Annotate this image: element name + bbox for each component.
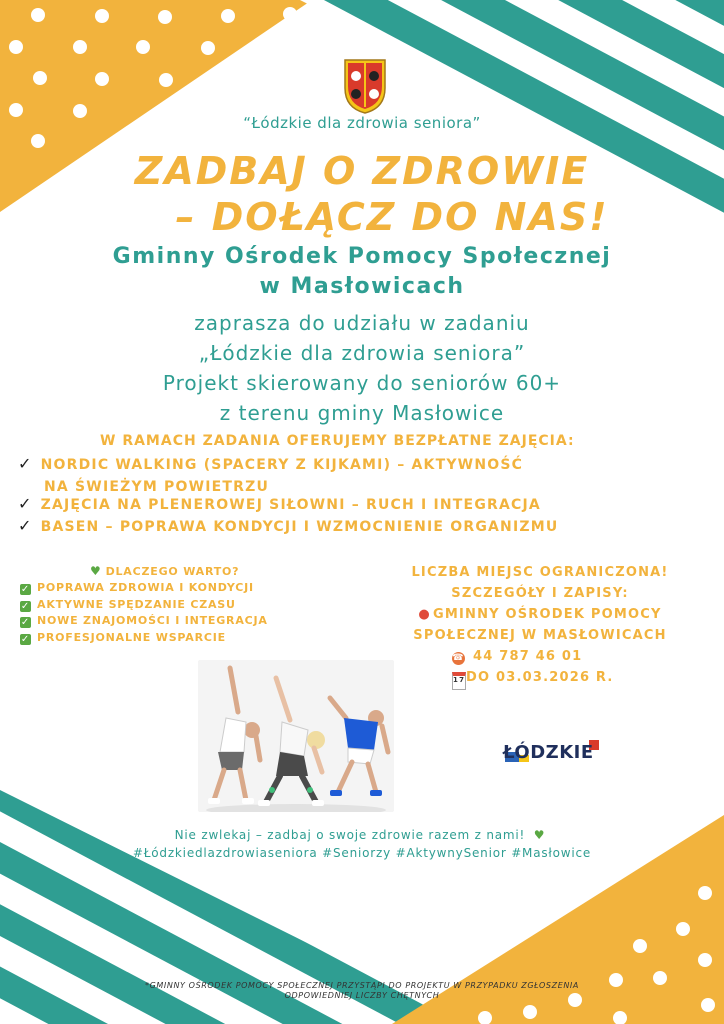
checkmark-icon: ✓ — [18, 494, 33, 513]
heart-icon: ♥ — [90, 564, 102, 578]
footer-hashtags: #Łódzkiedlazdrowiaseniora #Seniorzy #AktywnySenior #Masłowice — [132, 846, 592, 860]
headline-line-1: ZADBAJ O ZDROWIE — [134, 149, 590, 193]
check-box-icon: ✓ — [20, 584, 31, 595]
seniors-exercising-photo — [198, 660, 394, 812]
limited-places: LICZBA MIEJSC OGRANICZONA! — [411, 565, 669, 580]
offer-item — [18, 453, 523, 498]
lodzkie-logo — [503, 738, 603, 764]
logo-text: ŁÓDZKIE — [503, 742, 594, 763]
invite-line-4: z terenu gminy Masłowice — [219, 401, 505, 425]
footnote-line-1: *GMINNY OŚRODEK POMOCY SPOŁECZNEJ PRZYSTĄPI DO PROJEKTU W PRZYPADKU ZGŁOSZENIA — [145, 981, 579, 990]
contact-block — [380, 562, 700, 690]
senior-man-figure — [208, 668, 260, 804]
why-item — [20, 597, 268, 614]
invite-line-1: zaprasza do udziału w zadaniu — [194, 311, 530, 335]
invitation — [0, 308, 724, 428]
why-item-text: AKTYWNE SPĘDZANIE CZASU — [37, 597, 236, 611]
phone-number: 44 787 46 01 — [473, 649, 583, 664]
invite-line-3: Projekt skierowany do seniorów 60+ — [162, 371, 562, 395]
senior-woman-figure — [258, 678, 325, 806]
offer-item-text-continued: NA ŚWIEŻYM POWIETRZU — [44, 479, 270, 495]
why-title — [90, 563, 239, 581]
deadline-text: DO 03.03.2026 R. — [466, 670, 614, 685]
why-item — [20, 580, 268, 597]
headline-line-2: – DOŁĄCZ DO NAS! — [175, 195, 609, 239]
organizer — [0, 242, 724, 302]
details-label: SZCZEGÓŁY I ZAPISY: — [451, 586, 629, 601]
invite-line-2: „Łódzkie dla zdrowia seniora” — [198, 341, 526, 365]
coat-of-arms-icon — [343, 58, 387, 114]
organizer-line-2: w Masłowicach — [259, 274, 465, 299]
motto: “Łódzkie dla zdrowia seniora” — [243, 114, 481, 132]
footnote — [60, 981, 664, 1001]
calendar-icon: 17 — [452, 672, 466, 690]
why-item — [20, 613, 268, 630]
checkmark-icon: ✓ — [18, 454, 33, 473]
footer-line-1: Nie zwlekaj – zadbaj o swoje zdrowie razem z nami! — [174, 828, 526, 842]
place-text: GMINNY OŚRODEK POMOCY — [432, 607, 662, 622]
checkmark-icon: ✓ — [18, 516, 33, 535]
phone-icon: ☎ — [452, 653, 465, 663]
check-box-icon: ✓ — [20, 617, 31, 628]
deadline-line — [380, 667, 700, 690]
why-title-text: DLACZEGO WARTO? — [105, 565, 240, 578]
offer-item — [18, 493, 541, 516]
why-item-text: PROFESJONALNE WSPARCIE — [37, 630, 226, 644]
offer-item — [18, 515, 558, 538]
offer-item-text: BASEN – POPRAWA KONDYCJI I WZMOCNIENIE ORGANIZMU — [40, 519, 559, 535]
organizer-line-1: Gminny Ośrodek Pomocy Społecznej — [112, 244, 612, 269]
place-line-2: SPOŁECZNEJ W MASŁOWICACH — [413, 628, 667, 643]
why-list — [20, 580, 268, 646]
why-item-text: NOWE ZNAJOMOŚCI I INTEGRACJA — [37, 614, 268, 627]
place-line-1 — [380, 604, 700, 625]
check-box-icon: ✓ — [20, 600, 31, 612]
check-box-icon: ✓ — [20, 633, 31, 645]
offer-title: W RAMACH ZADANIA OFERUJEMY BEZPŁATNE ZAJĘCIA: — [100, 433, 575, 449]
footer-call-to-action — [0, 825, 724, 845]
map-pin-icon: ● — [418, 607, 431, 622]
heart-icon: ♥ — [533, 828, 546, 842]
phone-line — [380, 646, 700, 667]
footnote-line-2: ODPOWIEDNIEJ LICZBY CHĘTNYCH — [284, 991, 440, 1000]
offer-item-text: ZAJĘCIA NA PLENEROWEJ SIŁOWNI – RUCH I INTEGRACJA — [40, 497, 541, 513]
why-item — [20, 630, 268, 647]
senior-man-blue-figure — [330, 698, 388, 796]
offer-item-text: NORDIC WALKING (SPACERY Z KIJKAMI) – AKTYWNOŚĆ — [40, 457, 524, 473]
why-item-text: POPRAWA ZDROWIA I KONDYCJI — [37, 581, 254, 594]
